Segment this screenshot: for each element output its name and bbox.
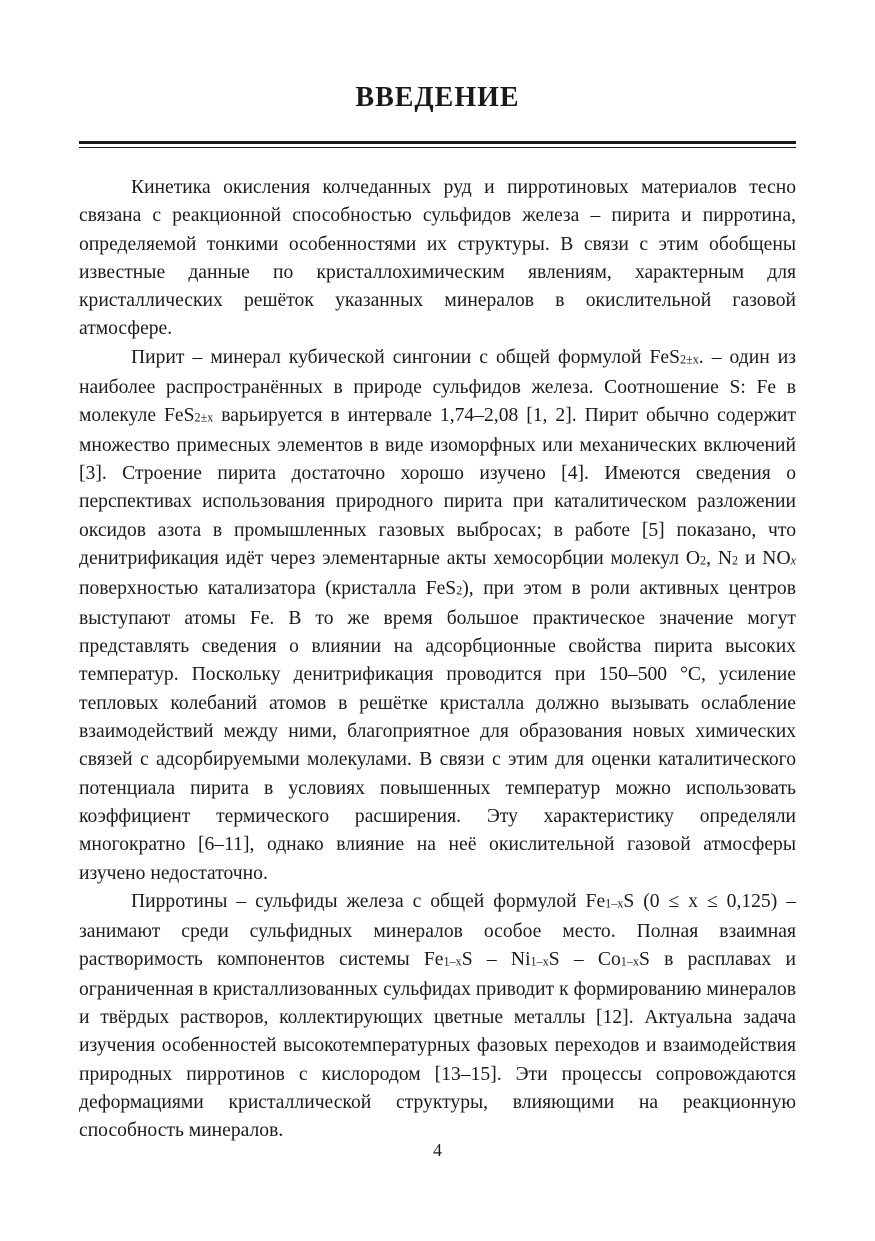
heading-rule-thick — [79, 141, 796, 144]
p2-sub-1: 2±x — [679, 352, 699, 367]
p3-sub-3: 1–x — [530, 954, 549, 969]
p2-sub-4: 2 — [732, 553, 739, 568]
p3-sub-4: 1–x — [620, 954, 639, 969]
p2-sub-3: 2 — [700, 553, 707, 568]
p2-text-b: . – один из наиболее распространённых в природе сульфидов железа. Соотношение S: Fe в молекуле FeS — [79, 346, 796, 426]
p2-text-d: , N — [706, 548, 732, 570]
body-text — [79, 174, 796, 1146]
p3-sub-1: 1–x — [605, 896, 624, 911]
p3-text-c: S – Ni — [461, 948, 531, 970]
p2-text-g: ), при этом в роли активных центров выступают атомы Fe. В то же время большое практическое значение могут представлять сведения о влиянии на адсорбционные свойства пирита высоких температур. Поскольку денитрификация проводится при 150–500 °C, усиление тепловых колебаний атомов в решётке кристалла должно вызывать ослабление взаимодействий между ними, благоприятное для образования новых химических связей с адсорбируемыми молекулами. В связи с этим для оценки каталитического потенциала пирита в условиях повышенных температур можно использовать коэффициент термического расширения. Эту характеристику определяли многократно [6–11], однако влияние на неё окислительной газовой атмосферы изучено недостаточно. — [79, 577, 796, 884]
p2-text-c: варьируется в интервале 1,74–2,08 [1, 2]. Пирит обычно содержит множество примесных элементов в виде изоморфных или механических включений [3]. Строение пирита достаточно хорошо изучено [4]. Имеются сведения о перспективах использования природного пирита при каталитическом разложении оксидов азота в промышленных газовых выбросах; в работе [5] показано, что денитрификация идёт через элементарные акты хемосорбции молекул O — [79, 404, 796, 570]
p3-text-a: Пирротины – сульфиды железа с общей формулой Fe — [131, 890, 606, 912]
chapter-heading: ВВЕДЕНИЕ — [355, 82, 520, 113]
paragraph-1 — [79, 174, 796, 344]
p2-text-f: поверхностью катализатора (кристалла FeS — [79, 577, 457, 599]
heading-rule-thin — [79, 147, 796, 148]
p3-text-b: S (0 ≤ x ≤ 0,125) – занимают среди сульфидных минералов особое место. Полная взаимная растворимость компонентов системы Fe — [79, 890, 796, 970]
p2-text-a: Пирит – минерал кубической сингонии с общей формулой FeS — [131, 346, 680, 368]
p2-sub-6: 2 — [456, 583, 463, 598]
paragraph-2 — [79, 344, 796, 888]
p3-text-e: S в расплавах и ограниченная в кристаллизованных сульфидах приводит к формированию минералов и твёрдых растворов, коллектирующих цветные металлы [12]. Актуальна задача изучения особенностей высокотемпературных фазовых переходов и взаимодействия природных пирротинов с кислородом [13–15]. Эти процессы сопровождаются деформациями кристаллической структуры, влияющими на реакционную способность минералов. — [79, 948, 796, 1142]
page-number: 4 — [433, 1140, 442, 1160]
p2-sub-5: x — [790, 553, 796, 568]
p2-text-e: и NO — [738, 548, 791, 570]
paragraph-1-text: Кинетика окисления колчеданных руд и пирротиновых материалов тесно связана с реакционной способностью сульфидов железа – пирита и пирротина, определяемой тонкими особенностями их структуры. В связи с этим обобщены известные данные по кристаллохимическим явлениям, характерным для кристаллических решёток указанных минералов в окислительной газовой атмосфере. — [79, 177, 796, 340]
p3-text-d: S – Co — [548, 948, 621, 970]
p3-sub-2: 1–x — [443, 954, 462, 969]
paragraph-3 — [79, 888, 796, 1146]
p2-sub-2: 2±x — [194, 410, 214, 425]
